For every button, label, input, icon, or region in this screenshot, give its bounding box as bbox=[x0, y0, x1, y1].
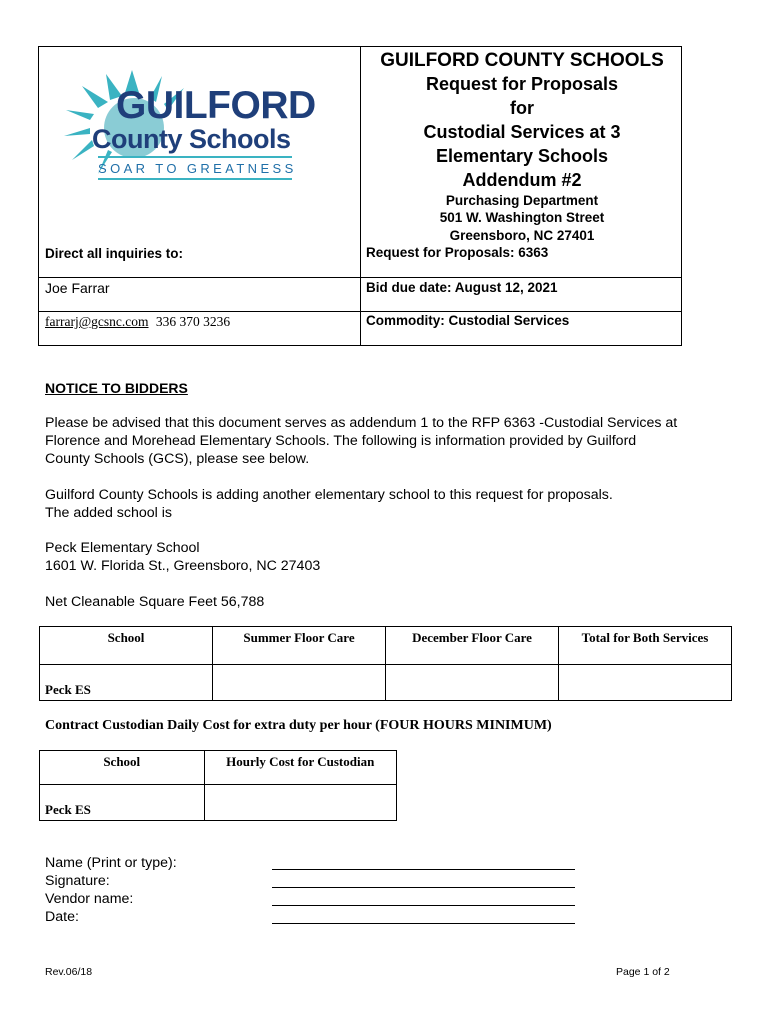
logo-name-line1: GUILFORD bbox=[116, 84, 316, 127]
daily-header-hourly-label: Hourly Cost for Custodian bbox=[226, 754, 375, 769]
title-line-1: GUILFORD COUNTY SCHOOLS bbox=[380, 50, 664, 71]
floor-row-school bbox=[40, 665, 213, 701]
date-line[interactable] bbox=[272, 923, 575, 924]
title-line-2: Request for Proposals bbox=[425, 74, 619, 94]
rfp-number: Request for Proposals: 6363 bbox=[366, 245, 549, 260]
logo-name-line2: County Schools bbox=[92, 124, 291, 154]
floor-header-school-label: School bbox=[107, 630, 145, 645]
page-number: Page 1 of 2 bbox=[616, 966, 670, 978]
logo-tagline: SOAR TO GREATNESS bbox=[98, 161, 297, 176]
daily-cost-table bbox=[39, 750, 397, 821]
floor-header-summer bbox=[213, 627, 386, 665]
hourly-cost-input[interactable] bbox=[204, 785, 397, 821]
added-school-address bbox=[45, 539, 320, 575]
title-line-3: for bbox=[510, 98, 534, 118]
notice-para-2-line: The added school is bbox=[45, 505, 172, 521]
inquiries-label: Direct all inquiries to: bbox=[45, 246, 184, 261]
daily-header-hourly bbox=[204, 751, 397, 785]
district-logo bbox=[62, 66, 316, 184]
notice-para-1 bbox=[45, 414, 677, 468]
logo-divider bbox=[98, 156, 292, 158]
title-line-4: Custodial Services at 3 bbox=[423, 122, 621, 142]
vendor-name-line[interactable] bbox=[272, 905, 575, 906]
floor-care-table bbox=[39, 626, 732, 701]
contact-name: Joe Farrar bbox=[45, 280, 110, 296]
floor-header-december-label: December Floor Care bbox=[412, 630, 532, 645]
signature-label: Signature: bbox=[45, 873, 110, 889]
revision-label: Rev.06/18 bbox=[45, 966, 93, 978]
daily-row-school bbox=[40, 785, 205, 821]
daily-header-school-label: School bbox=[103, 754, 141, 769]
commodity: Commodity: Custodial Services bbox=[366, 313, 570, 328]
notice-para-2 bbox=[45, 486, 613, 522]
name-line[interactable] bbox=[272, 869, 575, 870]
floor-header-total bbox=[559, 627, 732, 665]
school-address: 1601 W. Florida St., Greensboro, NC 27403 bbox=[45, 558, 321, 574]
logo-divider-bottom bbox=[98, 178, 292, 180]
signature-labels bbox=[45, 854, 177, 926]
total-services-input[interactable] bbox=[559, 665, 732, 701]
contact-line bbox=[45, 314, 230, 330]
notice-para-1-line: County Schools (GCS), please see below. bbox=[45, 451, 310, 467]
floor-header-december bbox=[386, 627, 559, 665]
december-floor-care-input[interactable] bbox=[386, 665, 559, 701]
notice-heading: NOTICE TO BIDDERS bbox=[45, 380, 188, 396]
bid-due-date: Bid due date: August 12, 2021 bbox=[366, 280, 558, 295]
vendor-name-label: Vendor name: bbox=[45, 891, 134, 907]
floor-row-school-label: Peck ES bbox=[45, 682, 91, 697]
floor-header-school bbox=[40, 627, 213, 665]
notice-para-1-line: Florence and Morehead Elementary Schools. The following is information provided by Guilford bbox=[45, 433, 637, 449]
summer-floor-care-input[interactable] bbox=[213, 665, 386, 701]
dept-line-1: Purchasing Department bbox=[445, 193, 599, 208]
contact-phone: 336 370 3236 bbox=[155, 314, 231, 329]
signature-line[interactable] bbox=[272, 887, 575, 888]
daily-row-school-label: Peck ES bbox=[45, 802, 91, 817]
date-label: Date: bbox=[45, 909, 79, 925]
daily-header-school bbox=[40, 751, 205, 785]
title-line-6: Addendum #2 bbox=[462, 170, 582, 190]
square-feet: Net Cleanable Square Feet 56,788 bbox=[45, 594, 265, 610]
floor-header-total-label: Total for Both Services bbox=[581, 630, 709, 645]
dept-line-2: 501 W. Washington Street bbox=[439, 210, 605, 225]
school-name: Peck Elementary School bbox=[45, 540, 200, 556]
daily-cost-heading: Contract Custodian Daily Cost for extra duty per hour (FOUR HOURS MINIMUM) bbox=[45, 718, 552, 733]
name-label: Name (Print or type): bbox=[45, 855, 177, 871]
notice-para-2-line: Guilford County Schools is adding another elementary school to this request for proposals. bbox=[45, 487, 613, 503]
contact-email-link[interactable]: farrarj@gcsnc.com bbox=[45, 314, 149, 329]
dept-line-3: Greensboro, NC 27401 bbox=[449, 228, 595, 243]
notice-para-1-line: Please be advised that this document serves as addendum 1 to the RFP 6363 -Custodial Services at bbox=[45, 415, 678, 431]
floor-header-summer-label: Summer Floor Care bbox=[243, 630, 355, 645]
title-line-5: Elementary Schools bbox=[435, 146, 609, 166]
